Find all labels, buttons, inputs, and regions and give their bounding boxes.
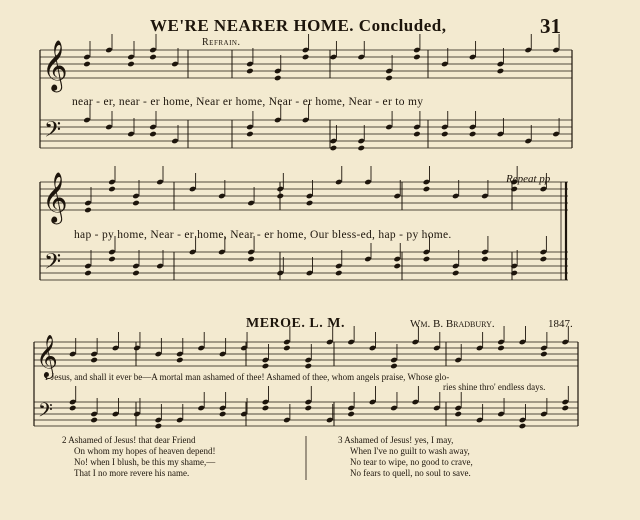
note-head (83, 61, 91, 68)
verse-3-line: No tear to wipe, no good to crave, (350, 457, 473, 467)
hymn-title: MEROE. L. M. (246, 316, 345, 331)
note-head (540, 256, 548, 263)
note-head (393, 263, 401, 270)
note-head (347, 411, 355, 418)
note-head (390, 363, 398, 370)
note-head (108, 186, 116, 193)
note-head (357, 145, 365, 152)
treble-clef: 𝄞 (42, 173, 68, 223)
lyric-line-2: hap - py home, Near - er home, Near - er home, Our bless-ed, hap - py home. (74, 229, 452, 241)
note-head (262, 363, 270, 370)
verse-1-line-1: 1 Jesus, and shall it ever be—A mortal man ashamed of thee! Ashamed of thee, whom angels praise, Whose glo- (44, 372, 450, 382)
note-head (90, 357, 98, 364)
composition-year: 1847. (548, 318, 573, 330)
note-head (561, 405, 569, 412)
verse-3-line: No fears to quell, no soul to save. (350, 468, 471, 478)
note-head (423, 256, 431, 263)
verse-3-line: When I've no guilt to wash away, (350, 446, 470, 456)
lyric-line-1: near - er, near - er home, Near er home, Near - er home, Near - er to my (72, 96, 424, 108)
note-head (519, 423, 527, 430)
page-number: 31 (540, 14, 561, 38)
bass-clef: 𝄢 (44, 117, 62, 148)
page-title: WE'RE NEARER HOME. Concluded, (150, 16, 447, 35)
note-head (277, 193, 285, 200)
note-head (304, 363, 312, 370)
note-head (469, 131, 477, 138)
note-head (413, 131, 421, 138)
note-head (262, 405, 270, 412)
verse-1-line-2: ries shine thro' endless days. (443, 382, 546, 392)
note-head (246, 68, 254, 75)
verse-2-line: No! when I blush, be this my shame,— (74, 457, 216, 467)
note-head (219, 411, 227, 418)
repeat-marking: Repeat pp (506, 173, 551, 185)
note-head (540, 351, 548, 358)
note-head (454, 411, 462, 418)
note-head (306, 200, 314, 207)
note-head (335, 270, 343, 277)
verse-2-line: On whom my hopes of heaven depend! (74, 446, 216, 456)
verse-2 (62, 435, 292, 479)
bass-clef: 𝄢 (44, 249, 62, 280)
note-head (304, 405, 312, 412)
note-head (84, 207, 92, 214)
note-head (497, 68, 505, 75)
note-head (423, 186, 431, 193)
note-head (274, 75, 282, 82)
note-head (90, 417, 98, 424)
note-head (413, 54, 421, 61)
note-head (132, 270, 140, 277)
note-head (385, 75, 393, 82)
note-head (510, 270, 518, 277)
note-head (149, 131, 157, 138)
note-head (149, 54, 157, 61)
composer-name: Wm. B. Bradbury. (410, 318, 495, 330)
verse-2-line: That I no more revere his name. (74, 468, 190, 478)
note-head (246, 131, 254, 138)
note-head (84, 270, 92, 277)
refrain-label: Refrain. (202, 37, 241, 48)
verse-2-line: 2 Ashamed of Jesus! that dear Friend (62, 435, 196, 445)
note-head (497, 345, 505, 352)
note-head (441, 131, 449, 138)
note-head (132, 200, 140, 207)
note-head (127, 61, 135, 68)
note-head (452, 270, 460, 277)
note-head (330, 145, 338, 152)
treble-clef: 𝄞 (42, 41, 68, 91)
verse-3-line: 3 Ashamed of Jesus! yes, I may, (338, 435, 454, 445)
bass-clef: 𝄢 (38, 400, 53, 426)
note-head (176, 357, 184, 364)
note-head (108, 256, 116, 263)
treble-clef: 𝄞 (36, 333, 58, 377)
note-head (247, 256, 255, 263)
note-head (302, 54, 310, 61)
verse-3 (338, 435, 568, 479)
note-head (155, 423, 163, 430)
note-head (283, 345, 291, 352)
note-head (510, 186, 518, 193)
note-head (481, 256, 489, 263)
note-head (69, 405, 77, 412)
